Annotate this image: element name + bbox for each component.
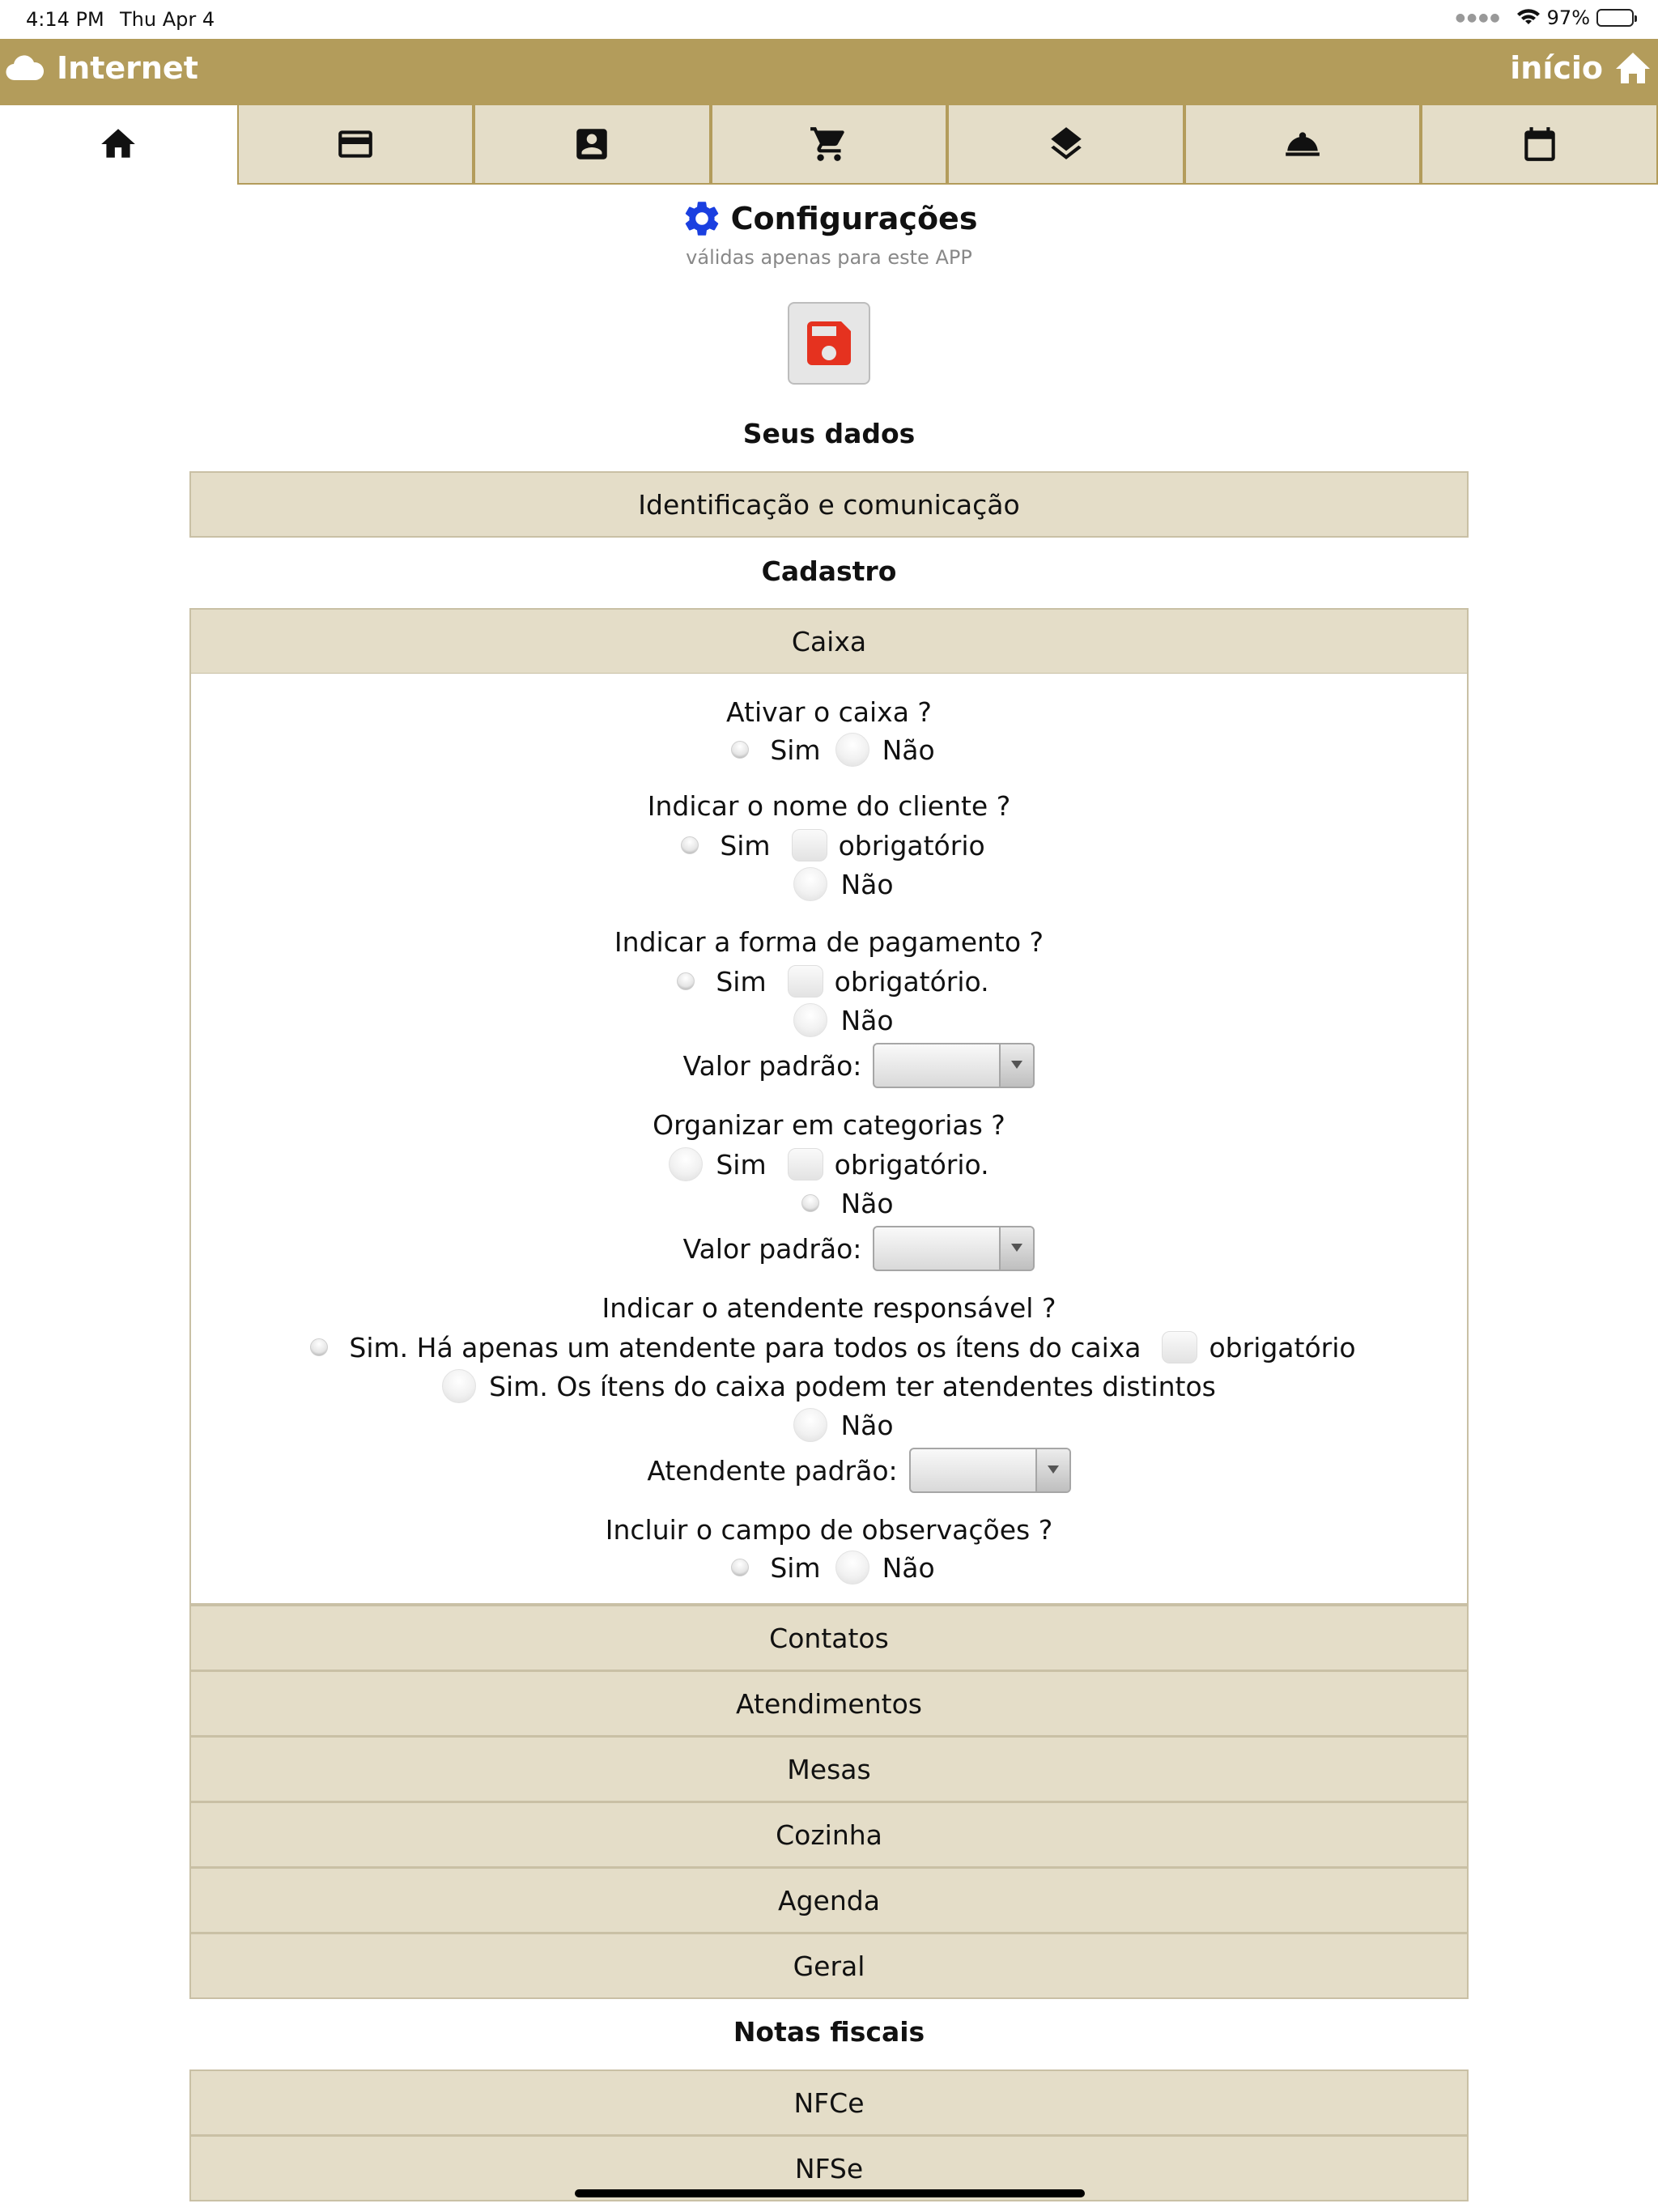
- chevron-down-icon: [1048, 1465, 1059, 1474]
- panel-mesas[interactable]: Mesas: [189, 1736, 1469, 1802]
- home-icon: [98, 124, 138, 164]
- options-atendente-nao: [191, 1407, 1467, 1443]
- service-bell-icon: [1282, 124, 1323, 164]
- house-icon: [1614, 51, 1652, 85]
- calendar-icon: [1520, 124, 1560, 164]
- radio-pagamento-sim[interactable]: [677, 972, 695, 990]
- question-atendente: Indicar o atendente responsável ?: [602, 1292, 1056, 1324]
- status-date: Thu Apr 4: [120, 8, 215, 31]
- battery-icon: [1596, 9, 1634, 27]
- select-pagamento-valor-padrao[interactable]: [873, 1043, 1035, 1088]
- checkbox-categorias-obrigatorio[interactable]: [788, 1148, 823, 1180]
- options-forma-pagamento-nao: [191, 1002, 1467, 1038]
- panel-cozinha[interactable]: Cozinha: [189, 1802, 1469, 1868]
- credit-card-icon: [335, 124, 376, 164]
- options-atendente-distintos: [191, 1368, 1467, 1404]
- label-valor-padrao: Valor padrão:: [682, 1232, 862, 1265]
- app-title-text: Internet: [57, 50, 198, 86]
- app-title: [5, 50, 198, 86]
- options-atendente-unico: [191, 1329, 1467, 1365]
- radio-observacoes-sim[interactable]: [731, 1559, 749, 1576]
- panel-geral[interactable]: Geral: [189, 1933, 1469, 1999]
- section-heading-seus-dados: Seus dados: [742, 418, 916, 449]
- label-nao: Não: [882, 734, 935, 766]
- question-ativar-caixa: Ativar o caixa ?: [726, 696, 932, 728]
- radio-categorias-nao[interactable]: [801, 1194, 819, 1212]
- tab-home[interactable]: [0, 105, 237, 185]
- status-indicators: [1456, 6, 1634, 29]
- tab-contacts[interactable]: [474, 105, 711, 185]
- tab-payments[interactable]: [237, 105, 474, 185]
- panel-atendimentos[interactable]: Atendimentos: [189, 1670, 1469, 1737]
- select-atendente-padrao[interactable]: [909, 1448, 1071, 1493]
- status-time: 4:14 PM: [26, 8, 104, 31]
- cloud-icon: [5, 54, 45, 82]
- panel-identificacao[interactable]: Identificação e comunicação: [189, 471, 1469, 538]
- options-nome-cliente-nao: [191, 866, 1467, 902]
- checkbox-pagamento-obrigatorio[interactable]: [788, 965, 823, 998]
- caixa-settings: [189, 674, 1469, 1605]
- label-atendente-padrao: Atendente padrão:: [647, 1454, 898, 1487]
- section-heading-notas-fiscais: Notas fiscais: [733, 2016, 925, 2048]
- radio-observacoes-nao[interactable]: [835, 1551, 869, 1585]
- radio-atendente-distintos[interactable]: [442, 1369, 476, 1403]
- home-link[interactable]: [1510, 50, 1652, 86]
- label-atendente-unico: Sim. Há apenas um atendente para todos os ítens do caixa: [349, 1331, 1141, 1363]
- options-observacoes: [191, 1550, 1467, 1585]
- page-header: [0, 198, 1658, 269]
- tab-calendar[interactable]: [1421, 105, 1658, 185]
- wifi-icon: [1516, 8, 1541, 28]
- status-bar: [0, 0, 1658, 39]
- select-categorias-valor-padrao[interactable]: [873, 1226, 1035, 1271]
- options-categorias: [191, 1146, 1467, 1182]
- question-observacoes: Incluir o campo de observações ?: [605, 1514, 1053, 1546]
- checkbox-nome-obrigatorio[interactable]: [792, 829, 827, 861]
- panel-agenda[interactable]: Agenda: [189, 1867, 1469, 1933]
- label-obrigatorio: obrigatório.: [834, 1148, 989, 1180]
- gear-icon: [681, 198, 723, 240]
- label-valor-padrao: Valor padrão:: [682, 1049, 862, 1082]
- options-forma-pagamento: [191, 963, 1467, 999]
- radio-categorias-sim[interactable]: [669, 1147, 703, 1181]
- signal-icon: ●●●●: [1455, 11, 1502, 24]
- home-indicator: [575, 2189, 1085, 2197]
- chevron-down-icon: [1011, 1244, 1022, 1252]
- radio-ativar-nao[interactable]: [835, 733, 869, 767]
- floppy-disk-icon: [800, 314, 858, 372]
- checkbox-atendente-obrigatorio[interactable]: [1162, 1331, 1197, 1363]
- label-obrigatorio: obrigatório: [1209, 1331, 1356, 1363]
- label-atendente-distintos: Sim. Os ítens do caixa podem ter atendentes distintos: [489, 1370, 1216, 1402]
- radio-pagamento-nao[interactable]: [793, 1003, 827, 1037]
- page-subtitle: válidas apenas para este APP: [686, 246, 972, 269]
- label-nao: Não: [840, 1409, 894, 1441]
- panel-nfce[interactable]: NFCe: [189, 2069, 1469, 2136]
- radio-ativar-sim[interactable]: [731, 741, 749, 759]
- save-button[interactable]: [788, 302, 870, 385]
- radio-atendente-nao[interactable]: [793, 1408, 827, 1442]
- question-forma-pagamento: Indicar a forma de pagamento ?: [614, 926, 1044, 958]
- cart-icon: [809, 124, 849, 164]
- label-nao: Não: [840, 868, 894, 900]
- options-ativar-caixa: [191, 732, 1467, 768]
- top-bar: [0, 39, 1658, 105]
- panel-caixa[interactable]: Caixa: [189, 608, 1469, 674]
- row-atendente-padrao: [191, 1446, 1467, 1495]
- label-sim: Sim: [770, 734, 821, 766]
- label-sim: Sim: [716, 1148, 767, 1180]
- label-obrigatorio: obrigatório.: [834, 965, 989, 998]
- page-title: [681, 198, 978, 240]
- chevron-down-icon: [1011, 1061, 1022, 1069]
- label-sim: Sim: [720, 829, 771, 861]
- home-link-label: início: [1510, 50, 1603, 86]
- question-nome-cliente: Indicar o nome do cliente ?: [647, 790, 1011, 822]
- layers-icon: [1046, 124, 1086, 164]
- page-title-text: Configurações: [730, 201, 978, 236]
- radio-nome-nao[interactable]: [793, 867, 827, 901]
- tab-service[interactable]: [1184, 105, 1422, 185]
- label-sim: Sim: [770, 1551, 821, 1584]
- label-sim: Sim: [716, 965, 767, 998]
- label-nao: Não: [840, 1187, 894, 1219]
- row-pagamento-valor-padrao: [191, 1041, 1467, 1090]
- radio-nome-sim[interactable]: [681, 836, 699, 854]
- tab-bar: [0, 105, 1658, 185]
- section-heading-cadastro: Cadastro: [761, 555, 897, 587]
- options-categorias-nao: [191, 1185, 1467, 1221]
- tab-layers[interactable]: [947, 105, 1184, 185]
- label-obrigatorio: obrigatório: [838, 829, 985, 861]
- battery-percent: 97%: [1546, 6, 1590, 29]
- tab-cart[interactable]: [711, 105, 948, 185]
- panel-contatos[interactable]: Contatos: [189, 1605, 1469, 1671]
- label-nao: Não: [840, 1004, 894, 1036]
- panel-nfse[interactable]: NFSe: [189, 2135, 1469, 2201]
- label-nao: Não: [882, 1551, 935, 1584]
- contact-card-icon: [572, 124, 612, 164]
- question-categorias: Organizar em categorias ?: [653, 1109, 1005, 1141]
- radio-atendente-unico[interactable]: [310, 1338, 328, 1356]
- options-nome-cliente: [191, 827, 1467, 863]
- row-categorias-valor-padrao: [191, 1224, 1467, 1273]
